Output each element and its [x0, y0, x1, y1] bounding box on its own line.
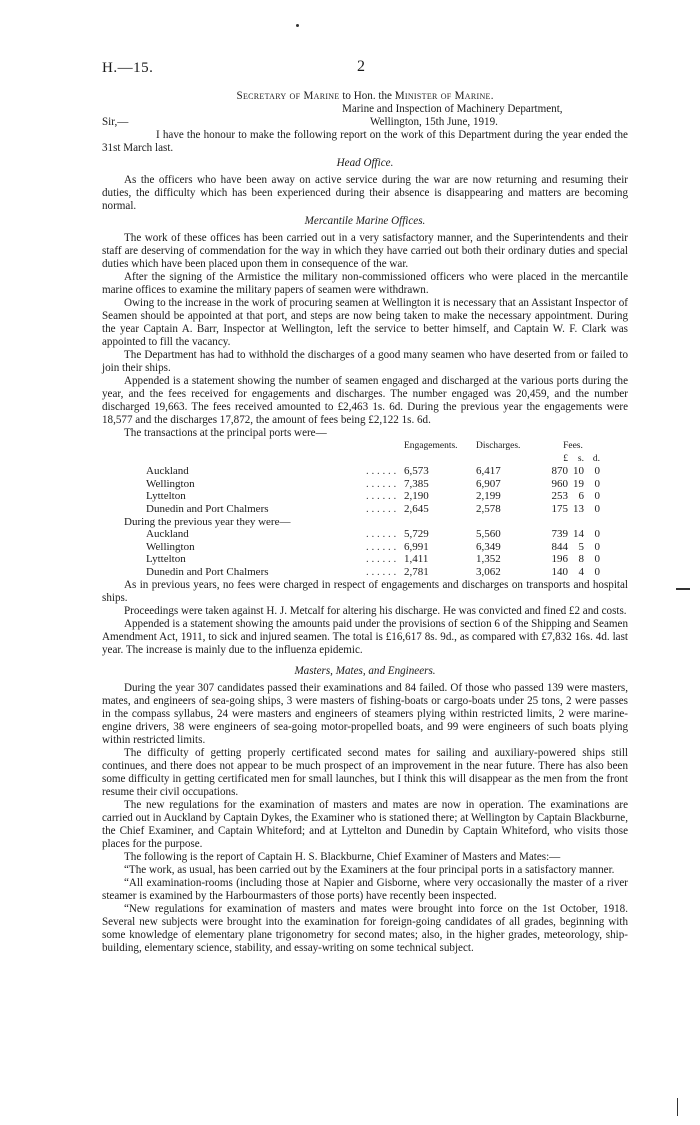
paragraph: “All examination-rooms (including those at Napier and Gisborne, where very occasionally the master of a river steamer is examined by the Harbourmasters of those ports) have recently been inspected.: [102, 876, 628, 902]
letter-from: Secretary of Marine: [236, 90, 340, 102]
paragraph: The following is the report of Captain H. S. Blackburne, Chief Examiner of Masters and Mates:—: [124, 850, 561, 863]
letter-joiner: to Hon. the: [339, 90, 395, 102]
margin-mark: [676, 588, 690, 590]
fees-pounds: 739: [551, 528, 568, 541]
port-name: Auckland: [146, 528, 189, 541]
speck-mark: [296, 24, 299, 27]
leader-dots: . . . . . .: [366, 465, 397, 478]
paragraph: Appended is a statement showing the amounts paid under the provisions of section 6 of the Shipping and Seamen Amendment Act, 1911, to sick and injured seamen. The total is £16,617 8s. 9d., as compared with £7,832 16s. 4d. last year. The increase is mainly due to the influenza epidemic.: [102, 617, 628, 656]
port-name: Lyttelton: [146, 553, 186, 566]
engagements-value: 1,411: [404, 553, 429, 566]
leader-dots: . . . . . .: [366, 565, 397, 578]
col-pounds: £: [563, 453, 568, 464]
fees-pounds: 175: [551, 502, 568, 515]
fees-pence: 0: [594, 540, 600, 553]
leader-dots: . . . . . .: [366, 490, 397, 503]
fees-pence: 0: [594, 502, 600, 515]
port-name: Lyttelton: [146, 490, 186, 503]
fees-pence: 0: [594, 528, 600, 541]
fees-pence: 0: [594, 465, 600, 478]
letter-heading: [102, 90, 628, 103]
section-title-masters: Masters, Mates, and Engineers.: [294, 664, 436, 677]
leader-dots: . . . . . .: [366, 553, 397, 566]
salutation-row: [102, 116, 628, 129]
paragraph: The work of these offices has been carried out in a very satisfactory manner, and the Superintendents and their staff are deserving of commendation for the way in which they have carried out both their ordinary duties and special duties which have been placed upon them in consequence of the war.: [102, 232, 628, 270]
col-engagements: Engagements.: [404, 441, 458, 451]
place-date: Wellington, 15th June, 1919.: [370, 116, 498, 128]
fees-shillings: 8: [578, 553, 584, 566]
discharges-value: 5,560: [476, 528, 501, 541]
discharges-value: 6,417: [476, 465, 501, 478]
engagements-value: 7,385: [404, 477, 429, 490]
fees-pence: 0: [594, 490, 600, 503]
table-row: [102, 465, 600, 478]
table-units-row: [102, 453, 600, 466]
paragraph: Proceedings were taken against H. J. Metcalf for altering his discharge. He was convicted and fined £2 and costs.: [124, 604, 627, 617]
fees-pounds: 960: [551, 477, 568, 490]
discharges-value: 3,062: [476, 565, 501, 578]
engagements-value: 2,781: [404, 565, 429, 578]
table-row: [102, 566, 600, 579]
fees-shillings: 10: [573, 465, 584, 478]
table-row: [102, 478, 600, 491]
port-name: Auckland: [146, 465, 189, 478]
paragraph: The new regulations for the examination of masters and mates are now in operation. The examinations are carried out in Auckland by Captain Dykes, the Examiner who is stationed there; at Wellington by Captain Blackburne, the Chief Examiner, and Captain Whiteford; and at Lyttelton and Dunedin by Captain Whiteford, who visits those places for the purpose.: [102, 798, 628, 850]
paragraph: Owing to the increase in the work of procuring seamen at Wellington it is necessary that an Assistant Inspector of Seamen should be appointed at that port, and steps are now being taken to make the necessary appointment. During the year Captain A. Barr, Inspector at Wellington, left the service to better himself, and Captain W. F. Clark was appointed to fill the vacancy.: [102, 297, 628, 348]
previous-year-rows: [102, 528, 600, 578]
engagements-value: 2,190: [404, 490, 429, 503]
engagements-value: 2,645: [404, 502, 429, 515]
fees-pence: 0: [594, 565, 600, 578]
section-title-mercantile: Mercantile Marine Offices.: [304, 215, 426, 227]
fees-pounds: 140: [551, 565, 568, 578]
paragraph: “The work, as usual, has been carried out by the Examiners at the four principal ports in a satisfactory manner.: [124, 863, 615, 876]
previous-year-label-row: [102, 516, 600, 529]
paragraph: During the year 307 candidates passed their examinations and 84 failed. Of those who passed 139 were masters, mates, and engineers of sea-going ships, 3 were masters of fishing-boats or cargo-boats under 25 tons, 2 were passes in the compass syllabus, 24 were masters and engineers of steamers plying within restricted limits, 2 were marine-engine drivers, 38 were engineers of sea-going motor-propelled boats, and 99 were engineers of such boats plying within restricted limits.: [102, 681, 628, 746]
discharges-value: 6,907: [476, 477, 501, 490]
fees-shillings: 5: [578, 540, 584, 553]
report-body: [102, 90, 628, 955]
intro-paragraph: I have the honour to make the following report on the work of this Department during the year ended the 31st March last.: [102, 129, 628, 154]
fees-shillings: 6: [578, 490, 584, 503]
engagements-value: 5,729: [404, 528, 429, 541]
leader-dots: . . . . . .: [366, 502, 397, 515]
table-intro: The transactions at the principal ports were—: [124, 427, 327, 439]
table-row: [102, 490, 600, 503]
department-line: Marine and Inspection of Machinery Department,: [342, 103, 563, 115]
port-name: Wellington: [146, 477, 195, 490]
table-row: [102, 503, 600, 516]
port-name: Dunedin and Port Chalmers: [146, 565, 269, 578]
salutation: Sir,—: [102, 116, 129, 128]
fees-shillings: 4: [578, 565, 584, 578]
port-name: Wellington: [146, 540, 195, 553]
current-year-rows: [102, 465, 600, 515]
paragraph: The Department has had to withhold the discharges of a good many seamen who have deserted from or failed to join their ships.: [102, 349, 628, 374]
table-header-row: [102, 440, 600, 453]
fees-pence: 0: [594, 553, 600, 566]
fees-pence: 0: [594, 477, 600, 490]
discharges-value: 6,349: [476, 540, 501, 553]
fees-pounds: 870: [551, 465, 568, 478]
paragraph: Appended is a statement showing the number of seamen engaged and discharged at the various ports during the year, and the fees received for engagements and discharges. The number engaged was 20,459, and the number discharged 19,663. The fees received amounted to £2,463 1s. 6d. During the previous year the engagements were 18,577 and the discharges 17,872, the amount of fees being £2,122 1s. 6d.: [102, 375, 628, 426]
letter-to: Minister of Marine: [394, 90, 491, 102]
letter-stop: .: [490, 90, 494, 102]
leader-dots: . . . . . .: [366, 477, 397, 490]
table-row: [102, 553, 600, 566]
paragraph: The difficulty of getting properly certificated second mates for sailing and auxiliary-powered ships still continues, and there does not appear to be much prospect of an improvement in the near future. There has also been some difficulty in getting certificated men for small launches, but I think this will disappear as the men from the front resume their civil occupations.: [102, 746, 628, 798]
fees-pounds: 844: [551, 540, 568, 553]
paragraph: “New regulations for examination of masters and mates were brought into force on the 1st October, 1918. Several new subjects were brought into the examination for foreign-going candidates of all grades, beginning with some knowledge of elementary plane trigonometry for second mates; also, in the higher grades, meteorology, ship-building, elementary science, stability, and essay-writing on some technical subject.: [102, 902, 628, 954]
transactions-table: [102, 440, 600, 579]
page-number: 2: [357, 58, 365, 75]
table-row: [102, 541, 600, 554]
fees-shillings: 13: [573, 502, 584, 515]
discharges-value: 2,578: [476, 502, 501, 515]
discharges-value: 2,199: [476, 490, 501, 503]
engagements-value: 6,991: [404, 540, 429, 553]
col-shillings: s.: [577, 453, 584, 464]
table-row: [102, 528, 600, 541]
fees-shillings: 14: [573, 528, 584, 541]
previous-year-label: During the previous year they were—: [124, 515, 291, 528]
col-pence: d.: [592, 453, 600, 464]
margin-mark: [677, 1098, 682, 1116]
discharges-value: 1,352: [476, 553, 501, 566]
port-name: Dunedin and Port Chalmers: [146, 502, 269, 515]
leader-dots: . . . . . .: [366, 528, 397, 541]
engagements-value: 6,573: [404, 465, 429, 478]
fees-pounds: 196: [551, 553, 568, 566]
paragraph: As in previous years, no fees were charged in respect of engagements and discharges on transports and hospital ships.: [102, 578, 628, 604]
col-discharges: Discharges.: [476, 441, 521, 451]
col-fees: Fees.: [563, 441, 583, 451]
paragraph: As the officers who have been away on active service during the war are now returning and resuming their duties, the difficulty which has been experienced during their absence is disappearing and matters are becoming normal.: [102, 174, 628, 212]
paragraph: After the signing of the Armistice the military non-commissioned officers who were placed in the mercantile marine offices to examine the military papers of seamen were withdrawn.: [102, 271, 628, 296]
leader-dots: . . . . . .: [366, 540, 397, 553]
document-reference: H.—15.: [102, 60, 154, 76]
fees-pounds: 253: [551, 490, 568, 503]
section-title-head-office: Head Office.: [336, 157, 394, 169]
fees-shillings: 19: [573, 477, 584, 490]
